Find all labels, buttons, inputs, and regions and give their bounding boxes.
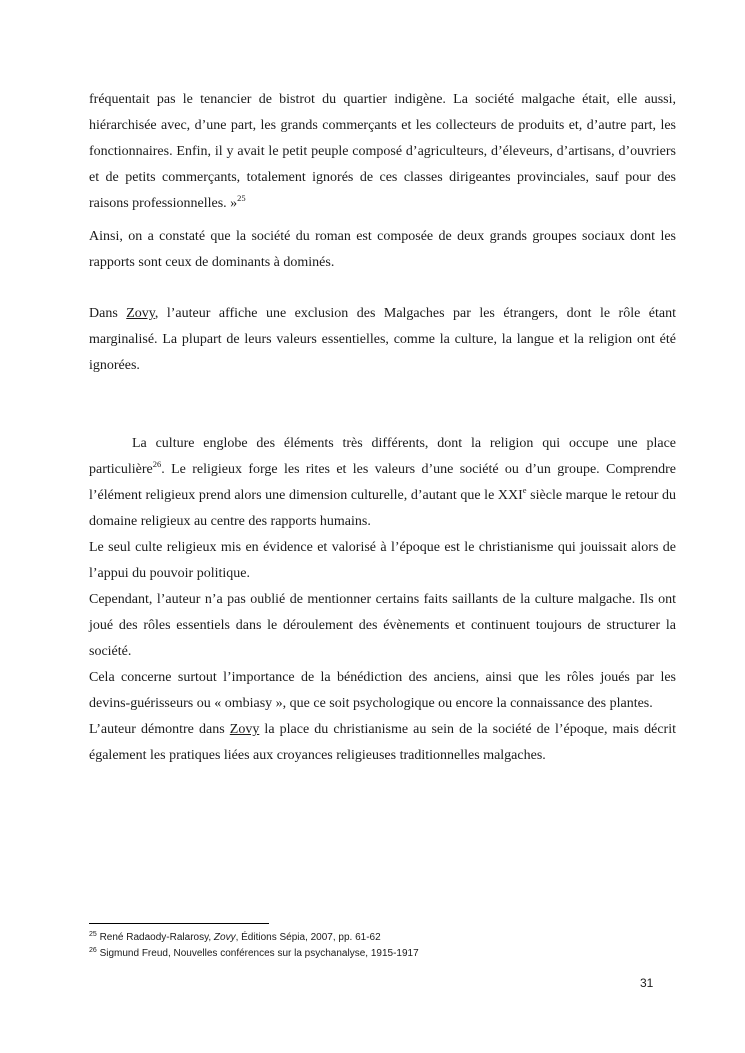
paragraph-zovy-christianity — [89, 717, 676, 769]
book-title: Zovy — [229, 722, 260, 737]
footnote-ref-25[interactable]: 25 — [237, 193, 246, 203]
paragraph-text: L’auteur démontre dans — [89, 722, 230, 737]
paragraph-christianity: Le seul culte religieux mis en évidence et valorisé à l’époque est le christianisme qui jouissait alors de l’appui du pouvoir politique. — [89, 540, 676, 581]
footnote-text: René Radaody-Ralarosy, — [99, 932, 214, 943]
footnote-text: , Éditions Sépia, 2007, pp. 61-62 — [235, 932, 381, 943]
paragraph-culture-religion — [89, 431, 676, 769]
paragraph-conclusion — [89, 224, 676, 276]
paragraph-text: la place du christianisme au sein de la société de l’époque, mais décrit également les pratiques liées aux croyances religieuses traditionnelles malgaches. — [89, 722, 676, 763]
footnotes — [89, 930, 676, 962]
footnote-text: Sigmund Freud, Nouvelles conférences sur la psychanalyse, 1915-1917 — [99, 948, 419, 959]
century-superscript: e — [522, 485, 527, 495]
paragraph-text: , l’auteur affiche une exclusion des Malgaches par les étrangers, dont le rôle étant marginalisé. La plupart de leurs valeurs essentielles, comme la culture, la langue et la religion ont été ignorées. — [89, 306, 676, 373]
paragraph-text: Dans — [89, 306, 127, 321]
paragraph-text: La culture englobe des éléments très différents, dont la religion qui occupe une place particulière — [89, 436, 676, 477]
footnote-number: 26 — [89, 947, 97, 954]
footnote-ref-26[interactable]: 26 — [152, 459, 162, 469]
paragraph-ombiasy: Cela concerne surtout l’importance de la bénédiction des anciens, ainsi que les rôles joués par les devins-guérisseurs ou « ombiasy », que ce soit psychologique ou encore la connaissance des plantes. — [89, 670, 676, 711]
footnote-book-title: Zovy — [213, 932, 236, 943]
paragraph-society-hierarchy — [89, 87, 676, 217]
footnote-25 — [89, 930, 676, 946]
paragraph-text: . Le religieux forge les rites et les valeurs d’une société ou d’un groupe. Comprendre l’élément religieux prend alors une dimension culturelle, d’autant que le XXI — [89, 462, 676, 503]
paragraph-text: siècle marque le retour du domaine religieux au centre des rapports humains. — [89, 488, 676, 529]
footnote-26 — [89, 946, 676, 962]
page-number: 31 — [640, 976, 654, 990]
footnote-number: 25 — [89, 931, 97, 938]
paragraph-exclusion — [89, 301, 676, 379]
paragraph-text: Ainsi, on a constaté que la société du roman est composée de deux grands groupes sociaux dont les rapports sont ceux de dominants à dominés. — [89, 229, 676, 270]
book-title: Zovy — [126, 306, 155, 321]
paragraph-text: fréquentait pas le tenancier de bistrot du quartier indigène. La société malgache était, elle aussi, hiérarchisée avec, d’une part, les grands commerçants et les collecteurs de produits et, d’autre part, les fonctionnaires. Enfin, il y avait le petit peuple composé d’agriculteurs, d’éleveurs, d’artisans, d’ouvriers et de petits commerçants, totalement ignorés de ces classes dirigeantes provinciales, sauf pour des raisons professionnelles. » — [89, 92, 676, 211]
paragraph-malagasy-culture: Cependant, l’auteur n’a pas oublié de mentionner certains faits saillants de la culture malgache. Ils ont joué des rôles essentiels dans le déroulement des évènements et continuent toujours de structurer la société. — [89, 592, 676, 659]
footnote-separator — [89, 923, 269, 924]
